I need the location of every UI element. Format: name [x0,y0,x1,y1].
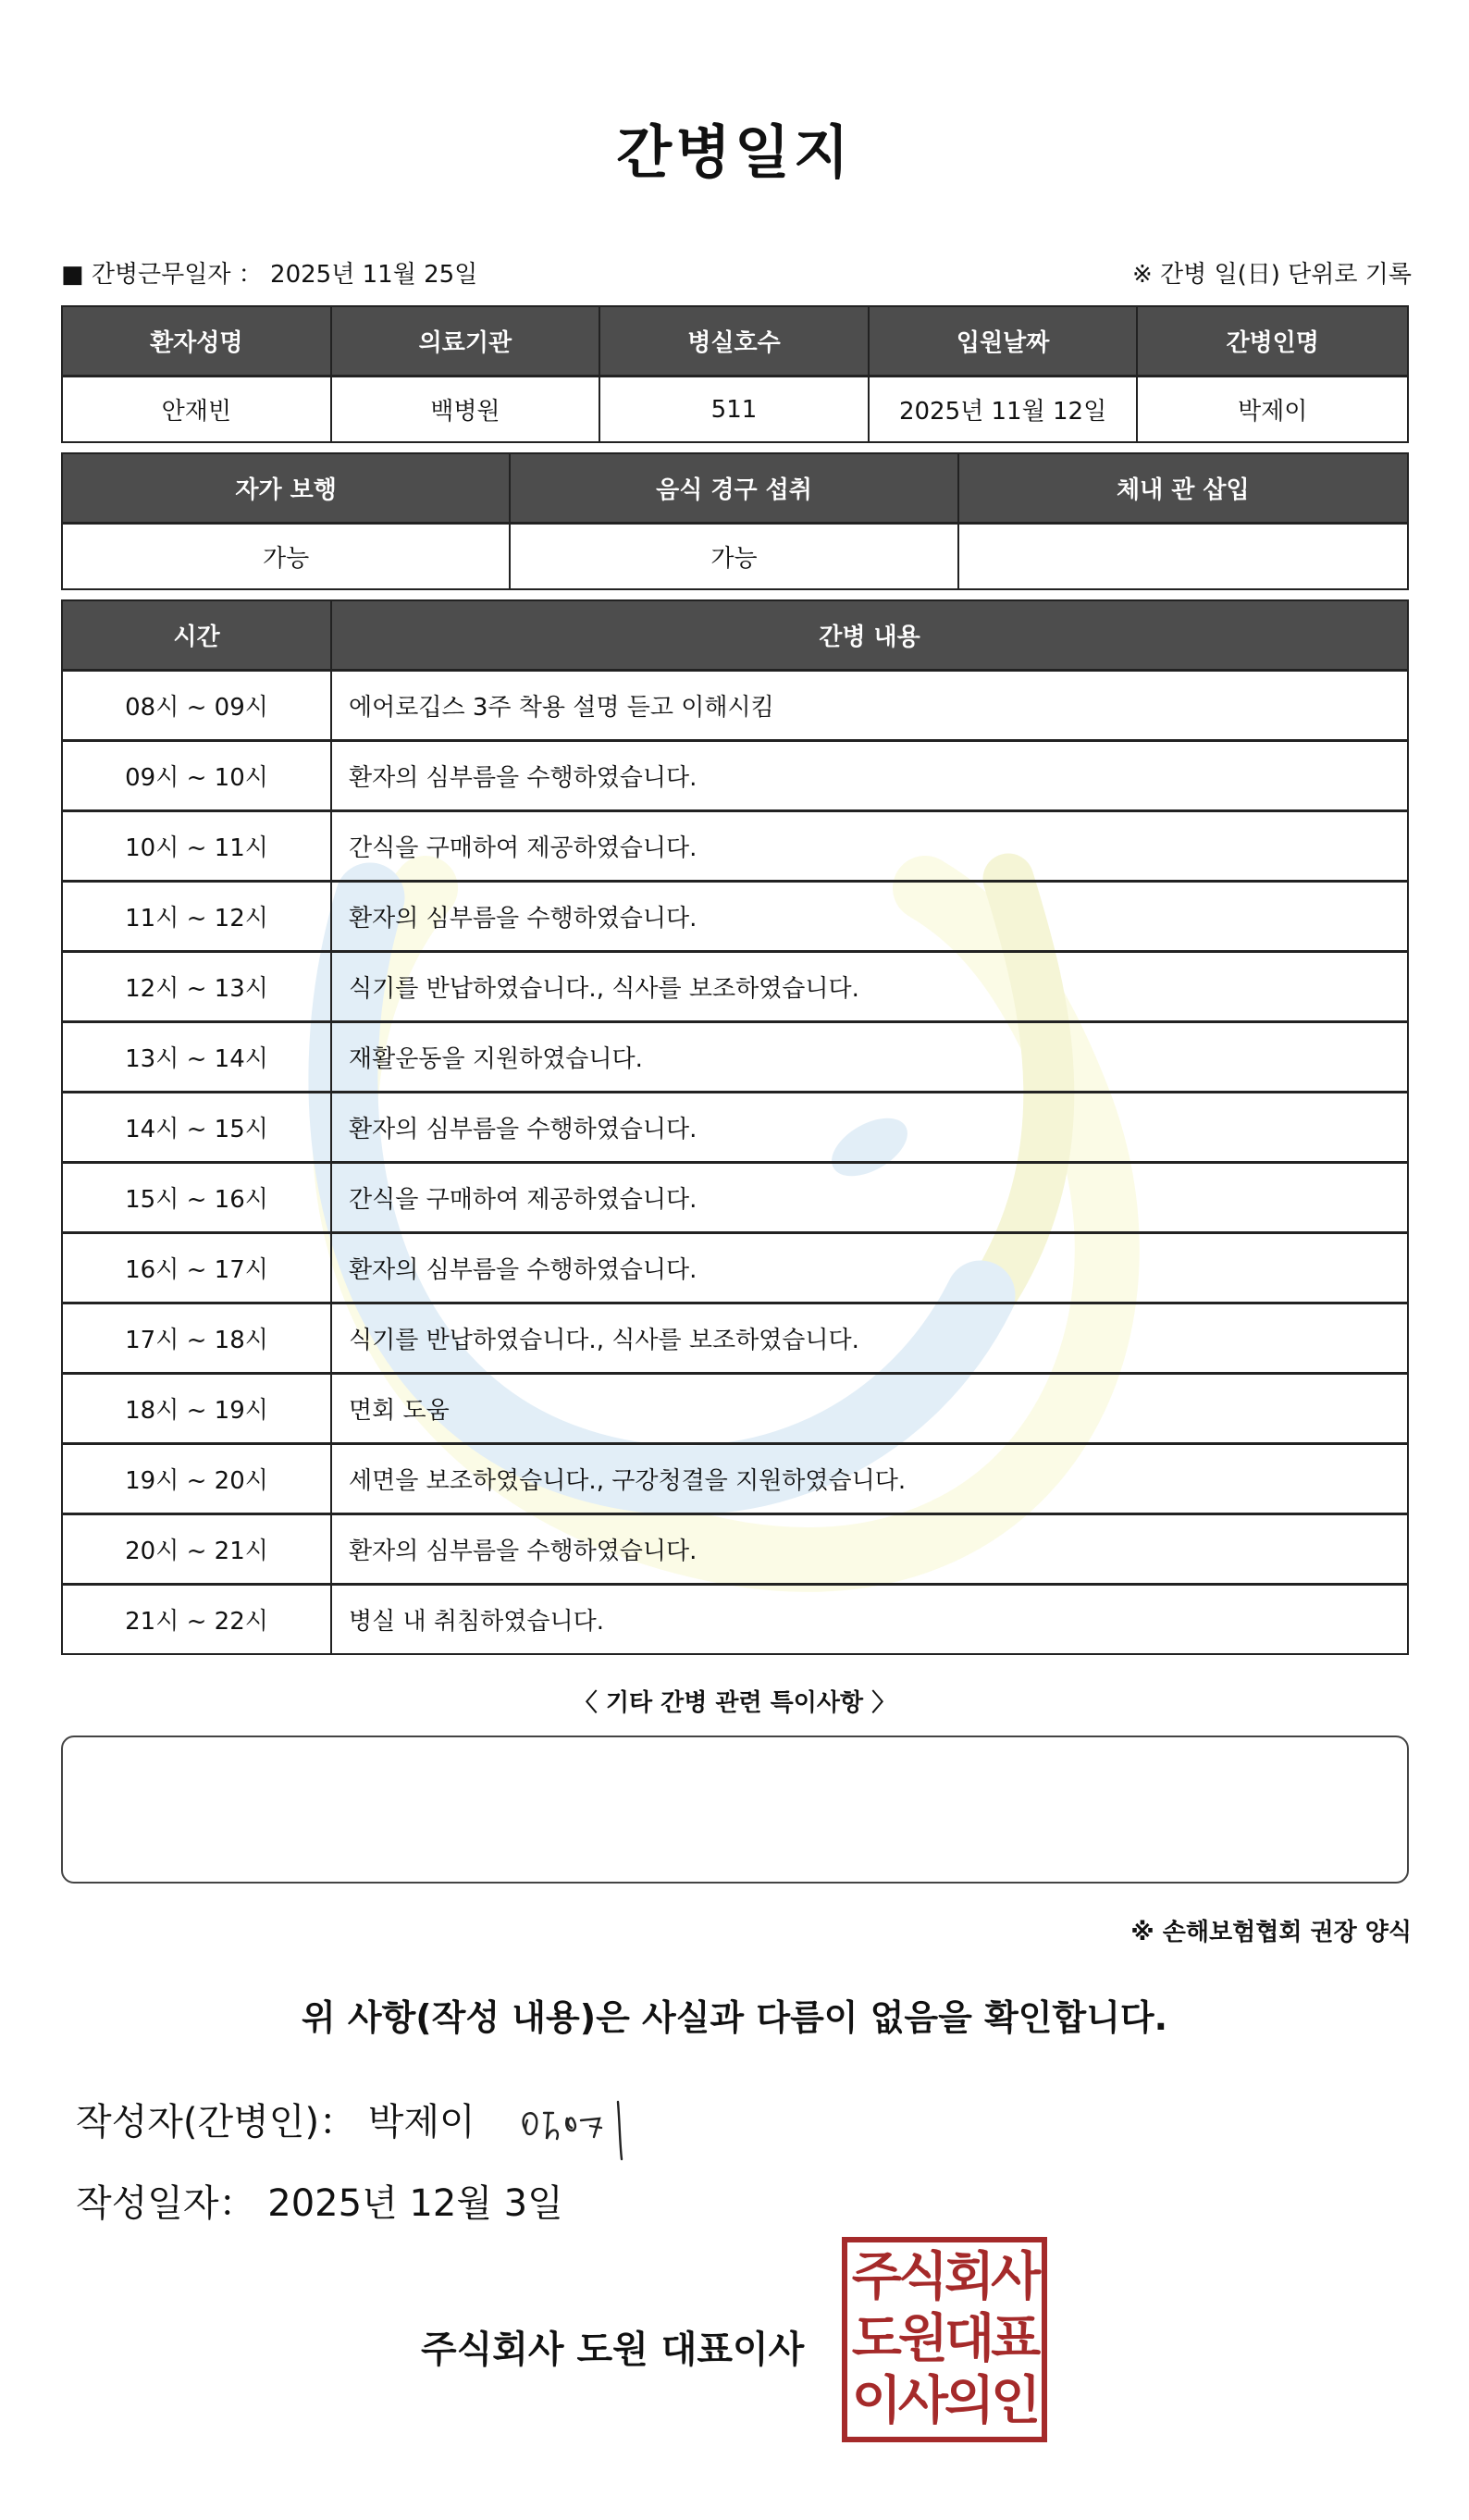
header-caregiver-name: 간병인명 [1138,307,1407,375]
log-time: 14시 ~ 15시 [63,1093,332,1161]
room-number: 511 [600,375,870,441]
log-content: 환자의 심부름을 수행하였습니다. [349,1256,697,1284]
log-content: 재활운동을 지원하였습니다. [349,1045,643,1073]
write-date-line: 작성일자： 2025년 12월 3일 [76,2182,563,2225]
log-content: 식기를 반납하였습니다., 식사를 보조하였습니다. [349,975,859,1003]
confirmation-statement: 위 사항(작성 내용)은 사실과 다름이 없음을 확인합니다. [301,1997,1168,2038]
log-content: 환자의 심부름을 수행하였습니다. [349,764,697,792]
log-time: 21시 ~ 22시 [63,1586,332,1653]
table-row [63,1161,1407,1231]
table-row [63,1091,1407,1161]
log-content: 면회 도움 [349,1397,450,1425]
log-content: 환자의 심부름을 수행하였습니다. [349,905,697,933]
hospital: 백병원 [332,375,601,441]
log-time: 19시 ~ 20시 [63,1445,332,1513]
header-tube-insertion: 체내 관 삽입 [959,454,1407,522]
admission-date: 2025년 11월 12일 [870,375,1139,441]
table-row [63,1302,1407,1372]
form-note: ※ 손해보험협회 권장 양식 [1130,1919,1412,1946]
table-row [63,1231,1407,1302]
self-walking: 가능 [63,522,511,588]
header-patient-name: 환자성명 [63,307,332,375]
table-row [63,950,1407,1020]
care-log-table [61,599,1409,1655]
company-seal [842,2237,1047,2442]
log-content: 세면을 보조하였습니다., 구강청결을 지원하였습니다. [349,1467,907,1495]
header-self-walking: 자가 보행 [63,454,511,522]
work-date: ■ 간병근무일자 ： 2025년 11월 25일 [61,261,478,289]
table-row [63,880,1407,950]
header-time: 시간 [63,601,332,669]
log-content: 환자의 심부름을 수행하였습니다. [349,1116,697,1143]
table-row [63,1513,1407,1583]
table-row [63,1372,1407,1442]
log-content: 병실 내 취침하였습니다. [349,1608,604,1636]
table-row [63,809,1407,880]
unit-note: ※ 간병 일(日) 단위로 기록 [1131,261,1412,289]
table-row [63,1583,1407,1653]
table-row [63,669,1407,739]
special-notes-box [61,1736,1409,1884]
oral-intake: 가능 [511,522,958,588]
log-content: 환자의 심부름을 수행하였습니다. [349,1538,697,1565]
signature [516,2093,655,2162]
patient-name: 안재빈 [63,375,332,441]
log-time: 08시 ~ 09시 [63,672,332,739]
log-time: 11시 ~ 12시 [63,883,332,950]
company-representative: 주식회사 도원 대표이사 [421,2329,805,2371]
caregiver-name: 박제이 [1138,375,1407,441]
table-row [63,1020,1407,1091]
document-title: 간병일지 [616,118,853,186]
log-content: 에어로깁스 3주 착용 설명 듣고 이해시킴 [349,694,774,722]
seal-row: 주식회사 [851,2246,1038,2307]
log-time: 16시 ~ 17시 [63,1234,332,1302]
writer-line: 작성자(간병인)： 박제이 [76,2101,475,2143]
log-content: 간식을 구매하여 제공하였습니다. [349,834,697,862]
table-row [63,1442,1407,1513]
header-room: 병실호수 [600,307,870,375]
log-time: 13시 ~ 14시 [63,1023,332,1091]
log-time: 17시 ~ 18시 [63,1304,332,1372]
patient-info-table [61,305,1409,443]
log-time: 18시 ~ 19시 [63,1375,332,1442]
special-notes-title: 〈 기타 간병 관련 특이사항 〉 [573,1689,896,1717]
seal-row: 이사의인 [851,2371,1038,2432]
table-row [63,739,1407,809]
log-time: 09시 ~ 10시 [63,742,332,809]
log-time: 10시 ~ 11시 [63,812,332,880]
header-oral-intake: 음식 경구 섭취 [511,454,958,522]
header-hospital: 의료기관 [332,307,601,375]
log-time: 20시 ~ 21시 [63,1515,332,1583]
seal-row: 도원대표 [851,2308,1038,2369]
log-time: 12시 ~ 13시 [63,953,332,1020]
header-care-content: 간병 내용 [332,601,1407,669]
header-admission-date: 입원날짜 [870,307,1139,375]
tube-insertion [959,522,1407,588]
log-content: 식기를 반납하였습니다., 식사를 보조하였습니다. [349,1327,859,1354]
log-content: 간식을 구매하여 제공하였습니다. [349,1186,697,1214]
ability-table [61,452,1409,590]
log-time: 15시 ~ 16시 [63,1164,332,1231]
